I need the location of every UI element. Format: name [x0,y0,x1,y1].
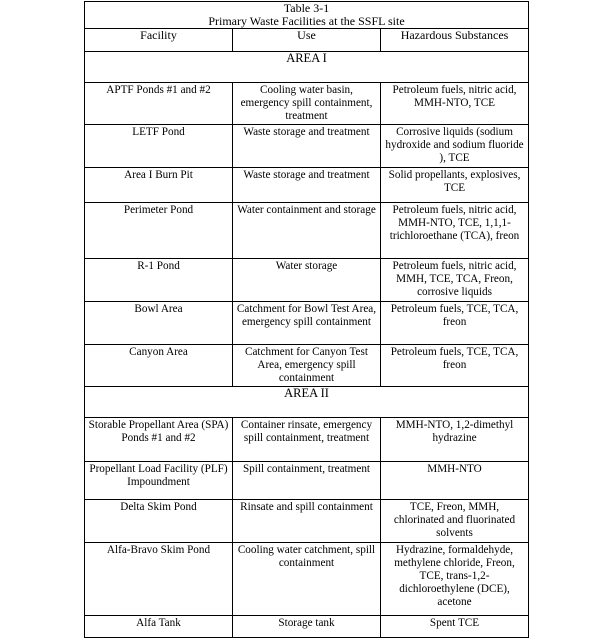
table-body [85,52,529,638]
header-row [85,29,529,52]
use-cell: Waste storage and treatment [233,125,381,168]
facility-cell: LETF Pond [85,125,233,168]
table-row [85,203,529,259]
use-cell: Rinsate and spill containment [233,500,381,543]
table-row [85,543,529,616]
facility-cell: Alfa-Bravo Skim Pond [85,543,233,616]
hazardous-substances-cell: MMH-NTO, 1,2-dimethyl hydrazine [381,418,529,462]
use-cell: Waste storage and treatment [233,168,381,203]
table-row [85,259,529,302]
hazardous-substances-cell: TCE, Freon, MMH, chlorinated and fluorinated solvents [381,500,529,543]
table-row [85,168,529,203]
hazardous-substances-cell: Petroleum fuels, TCE, TCA, freon [381,345,529,387]
facility-cell: Perimeter Pond [85,203,233,259]
column-header-hazardous-substances: Hazardous Substances [381,29,529,52]
hazardous-substances-cell: Petroleum fuels, nitric acid, MMH-NTO, TCE, 1,1,1-trichloroethane (TCA), freon [381,203,529,259]
column-header-facility: Facility [85,29,233,52]
section-row [85,52,529,83]
use-cell: Catchment for Canyon Test Area, emergency spill containment [233,345,381,387]
table-row [85,83,529,125]
use-cell: Spill containment, treatment [233,462,381,500]
facility-cell: R-1 Pond [85,259,233,302]
table-number: Table 3-1 [283,1,330,15]
hazardous-substances-cell: Hydrazine, formaldehyde, methylene chloride, Freon, TCE, trans-1,2-dichloroethylene (DCE), acetone [381,543,529,616]
use-cell: Water containment and storage [233,203,381,259]
table-row [85,345,529,387]
hazardous-substances-cell: Corrosive liquids (sodium hydroxide and sodium fluoride ), TCE [381,125,529,168]
table-row [85,418,529,462]
column-header-use: Use [233,29,381,52]
table-row [85,462,529,500]
use-cell: Cooling water basin, emergency spill containment, treatment [233,83,381,125]
facility-cell: Area I Burn Pit [85,168,233,203]
table-caption [85,2,529,29]
facility-cell: Alfa Tank [85,616,233,638]
table-title: Primary Waste Facilities at the SSFL site [208,14,405,28]
hazardous-substances-cell: Petroleum fuels, nitric acid, MMH, TCE, TCA, Freon, corrosive liquids [381,259,529,302]
use-cell: Storage tank [233,616,381,638]
use-cell: Cooling water catchment, spill containment [233,543,381,616]
table-row [85,125,529,168]
facility-cell: Propellant Load Facility (PLF) Impoundment [85,462,233,500]
facility-cell: Storable Propellant Area (SPA) Ponds #1 and #2 [85,418,233,462]
hazardous-substances-cell: Petroleum fuels, TCE, TCA, freon [381,302,529,345]
use-cell: Container rinsate, emergency spill containment, treatment [233,418,381,462]
hazardous-substances-cell: MMH-NTO [381,462,529,500]
section-heading: AREA II [85,387,529,418]
hazardous-substances-cell: Solid propellants, explosives, TCE [381,168,529,203]
hazardous-substances-cell: Petroleum fuels, nitric acid, MMH-NTO, TCE [381,83,529,125]
facility-cell: APTF Ponds #1 and #2 [85,83,233,125]
facility-cell: Canyon Area [85,345,233,387]
use-cell: Water storage [233,259,381,302]
use-cell: Catchment for Bowl Test Area, emergency spill containment [233,302,381,345]
facility-cell: Delta Skim Pond [85,500,233,543]
table-row [85,616,529,638]
waste-facilities-table [84,1,529,638]
facility-cell: Bowl Area [85,302,233,345]
section-row [85,387,529,418]
section-heading: AREA I [85,52,529,83]
hazardous-substances-cell: Spent TCE [381,616,529,638]
table-row [85,500,529,543]
table-row [85,302,529,345]
